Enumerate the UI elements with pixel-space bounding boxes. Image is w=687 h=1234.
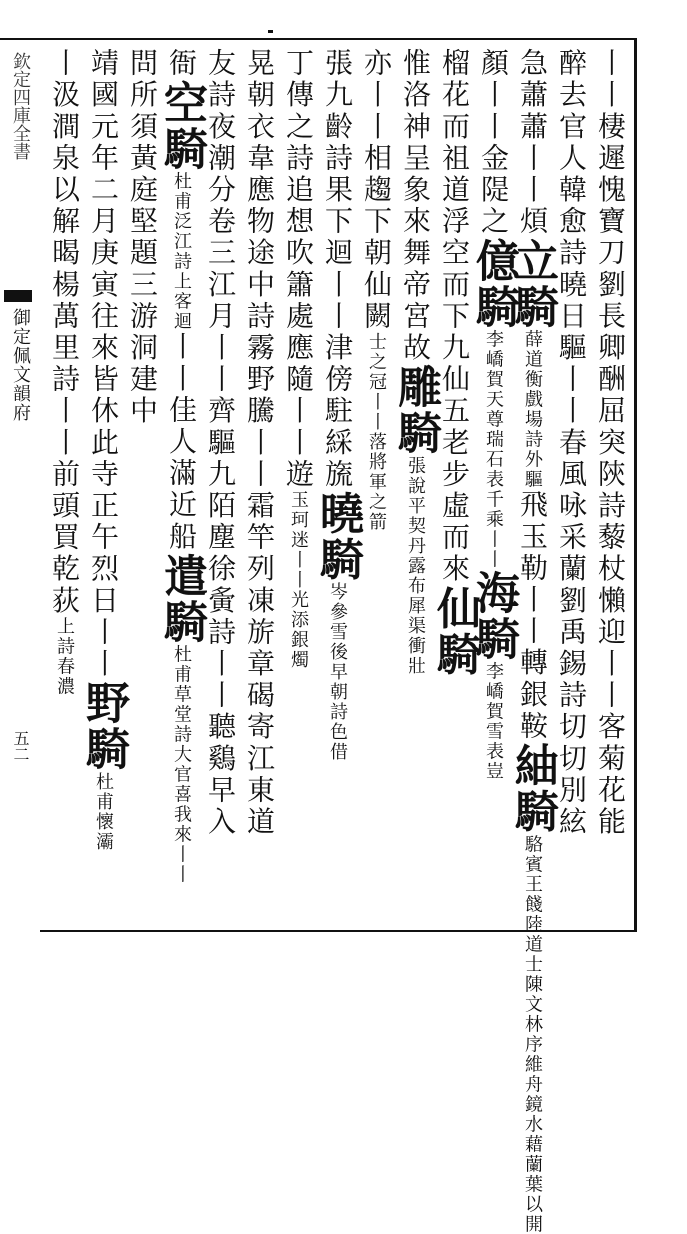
body-text: 浮空而下九仙五老步虛而來 (438, 206, 471, 586)
text-column (357, 48, 396, 924)
annotation-text: 李嶠賀雪表豈 (483, 661, 504, 782)
text-column (240, 48, 279, 924)
annotation-text: 李嶠賀天尊瑞石表千乘丨丨 (483, 329, 504, 570)
body-text: 飛玉勒丨丨轉銀鞍 (516, 489, 549, 743)
text-column (78, 48, 129, 924)
text-column (552, 48, 591, 924)
text-column (279, 48, 318, 924)
text-column (429, 48, 480, 924)
headword: 遣騎 (156, 552, 207, 645)
headword: 立騎 (507, 237, 558, 330)
text-column (123, 48, 162, 924)
body-text: 丨丨佳人滿近船 (165, 331, 198, 553)
annotation-text: 玉珂迷丨丨光添銀燭 (288, 490, 309, 671)
annotation-text: 杜甫泛江詩上客迴 (171, 171, 192, 332)
text-column (201, 48, 240, 924)
body-text: 丁傳之詩追想吹簫處應隨丨丨遊 (282, 48, 315, 491)
headword: 紬騎 (507, 742, 558, 835)
text-column (312, 48, 363, 924)
text-column (45, 48, 84, 924)
body-text: 丨丨棲遲愧寶刀劉長卿酬屈突陝詩藜杖懶迎丨丨客菊花能 (594, 48, 627, 838)
body-text: 急蕭蕭丨丨煩 (516, 48, 549, 238)
body-text: 丨汲澗泉以解暍楊萬里詩丨丨前頭買乾荻 (48, 48, 81, 617)
body-text: 顏丨丨金隄之 (477, 48, 510, 238)
body-text: 亦丨丨相趨下朝仙闕 (360, 48, 393, 333)
margin-top-fragment: 欽定四庫全書 (10, 52, 31, 160)
body-text: 晃朝衣韋應物途中詩霧野騰丨丨霜竿列凍旂章碣寄江東道 (243, 48, 276, 838)
text-columns (46, 48, 630, 1234)
headword: 雕騎 (390, 364, 441, 456)
body-text: 問所須黃庭堅題三游洞建中 (126, 48, 159, 428)
text-column (591, 48, 630, 924)
annotation-text: 岑參雪後早朝詩色借 (327, 582, 348, 763)
body-text: 張九齡詩果下迴丨丨津傍駐綵旒 (321, 48, 354, 491)
page-number: 五二 (11, 730, 30, 762)
text-column (156, 48, 207, 924)
margin-book-title: 御定佩文韻府 (10, 308, 31, 422)
headword: 空騎 (156, 79, 207, 172)
body-text: 衙 (165, 48, 198, 80)
annotation-text: 駱賓王餞陸道士陳文林序維舟鏡水藉蘭葉以開 (522, 834, 543, 1234)
annotation-text: 士之冠丨丨落將軍之箭 (366, 332, 387, 533)
fish-tail-mark (4, 290, 32, 302)
headword: 曉騎 (312, 490, 363, 583)
annotation-text: 張說平契丹露布犀渠衝壯 (405, 456, 426, 676)
annotation-text: 杜甫懷灞 (93, 772, 114, 852)
annotation-text: 上詩春濃 (54, 616, 75, 697)
body-text: 醉去官人韓愈詩曉日驅丨丨春風咏采蘭劉禹錫詩切切別絃 (555, 48, 588, 838)
headword: 野騎 (78, 680, 129, 772)
body-text: 友詩夜潮分卷三江月丨丨齊驅九陌塵徐夤詩丨丨聽鷄早入 (204, 48, 237, 838)
body-text: 榴花而祖道 (438, 48, 471, 206)
body-text: 靖國元年二月庚寅往來皆休此寺正午烈日丨丨 (87, 48, 120, 680)
text-column (507, 48, 558, 1234)
body-text: 惟洛神呈象來舞帝宮故 (399, 48, 432, 364)
annotation-text: 杜甫草堂詩大官喜我來丨丨 (171, 644, 192, 885)
headword: 海騎 (468, 569, 519, 662)
annotation-text: 薛道衡戲場詩外驅 (522, 329, 543, 490)
top-mark (268, 30, 273, 33)
headword: 仙騎 (429, 585, 480, 678)
margin-strip (0, 40, 40, 928)
headword: 億騎 (468, 237, 519, 330)
text-column (390, 48, 441, 924)
